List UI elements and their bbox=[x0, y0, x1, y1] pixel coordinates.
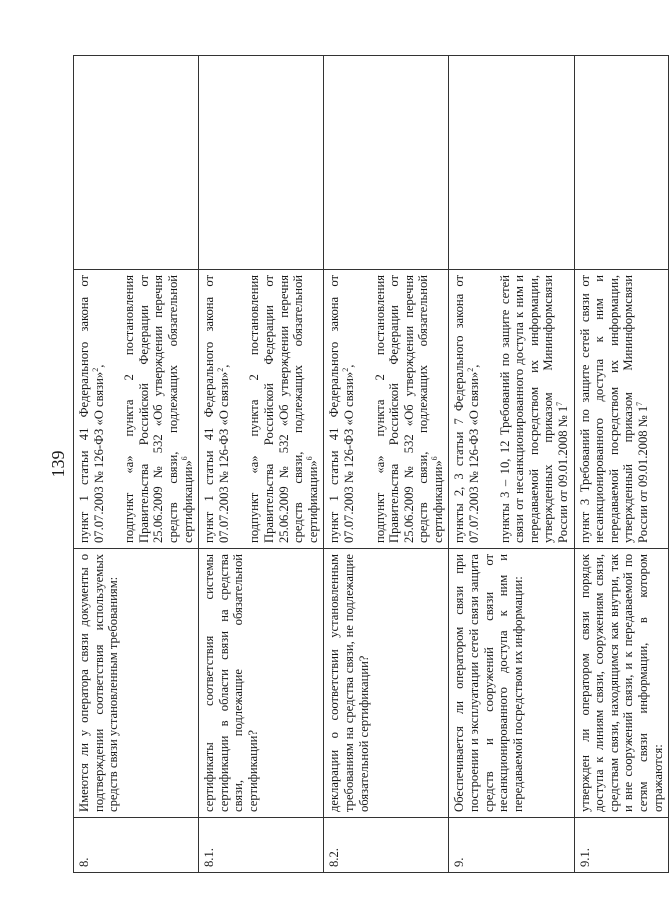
legal-reference bbox=[324, 270, 449, 549]
legal-reference-text: подпункт «а» пункта 2 постановления Правительства Российской Федерации от 25.06.2009 № 532 «Об утверждении перечня средств связи, подлежащих обязательной сертификации» bbox=[372, 275, 445, 543]
requirement-question: Обеспечивается ли оператором связи при построении и эксплуатации сетей связи защита средств и сооружений связи от несанкционированного доступа к ним и передаваемой посредством их информации: bbox=[449, 549, 574, 818]
empty-answer-cell bbox=[74, 56, 199, 270]
legal-reference-item: пункт 1 статьи 41 Федерального закона от 07.07.2003 № 126-ФЗ «О связи»$^2$, bbox=[327, 275, 356, 543]
footnote-marker: 7 bbox=[634, 401, 644, 406]
row-number: 9. bbox=[449, 818, 574, 873]
table-row bbox=[199, 56, 324, 873]
legal-reference-item: пункты 2, 3 статьи 7 Федерального закона от 07.07.2003 № 126-ФЗ «О связи»$^2$, bbox=[452, 275, 482, 543]
legal-reference bbox=[574, 270, 669, 549]
empty-answer-cell bbox=[449, 56, 574, 270]
legal-reference-text: подпункт «а» пункта 2 постановления Правительства Российской Федерации от 25.06.2009 № 532 «Об утверждении перечня средств связи, подлежащих обязательной сертификации» bbox=[247, 275, 320, 543]
legal-reference-text: пункт 1 статьи 41 Федерального закона от 07.07.2003 № 126-ФЗ «О связи» bbox=[77, 275, 106, 543]
footnote-marker: 2 bbox=[340, 367, 350, 372]
legal-reference-item: пункт 1 статьи 41 Федерального закона от 07.07.2003 № 126-ФЗ «О связи»$^2$, bbox=[202, 275, 231, 543]
legal-reference-item bbox=[122, 275, 195, 543]
table-row bbox=[324, 56, 449, 873]
requirement-question: Имеются ли у оператора связи документы о подтверждении соответствия используемых средств связи установленным требованиям: bbox=[74, 549, 199, 818]
row-number: 8. bbox=[74, 818, 199, 873]
legal-reference bbox=[449, 270, 574, 549]
rotated-page-body bbox=[73, 55, 665, 873]
footnote-marker: 6 bbox=[304, 456, 314, 461]
footnote-marker: 6 bbox=[429, 456, 439, 461]
legal-reference-item bbox=[498, 275, 571, 543]
empty-answer-cell bbox=[324, 56, 449, 270]
legal-reference-item bbox=[247, 275, 320, 543]
checklist-table-body bbox=[74, 56, 669, 873]
legal-reference-item bbox=[373, 275, 446, 543]
footnote-marker: 2 bbox=[90, 367, 100, 372]
legal-reference-item bbox=[578, 275, 651, 543]
checklist-table bbox=[73, 55, 669, 873]
table-row bbox=[74, 56, 199, 873]
table-row bbox=[574, 56, 669, 873]
empty-answer-cell bbox=[199, 56, 324, 270]
footnote-marker: 7 bbox=[554, 401, 564, 406]
legal-reference-text: пункты 2, 3 статьи 7 Федерального закона от 07.07.2003 № 126-ФЗ «О связи» bbox=[452, 275, 482, 543]
legal-reference-text: подпункт «а» пункта 2 постановления Правительства Российской Федерации от 25.06.2009 № 532 «Об утверждении перечня средств связи, подлежащих обязательной сертификации» bbox=[122, 275, 195, 543]
page-number: 139 bbox=[48, 450, 68, 478]
requirement-question: утвержден ли оператором связи порядок доступа к линиям связи, сооружениям связи, средствам связи, находящимся как внутри, так и вне сооружений связи, и к передаваемой по сетям связи информации, в котором отражаются: bbox=[574, 549, 669, 818]
legal-reference bbox=[199, 270, 324, 549]
row-number: 8.2. bbox=[324, 818, 449, 873]
requirement-question: декларации о соответствии установленным требованиям на средства связи, не подлежащие обязательной сертификации? bbox=[324, 549, 449, 818]
footnote-marker: 2 bbox=[465, 367, 475, 372]
legal-reference-text: пункт 1 статьи 41 Федерального закона от 07.07.2003 № 126-ФЗ «О связи» bbox=[327, 275, 356, 543]
empty-answer-cell bbox=[574, 56, 669, 270]
legal-reference bbox=[74, 270, 199, 549]
legal-reference-text: пункт 1 статьи 41 Федерального закона от 07.07.2003 № 126-ФЗ «О связи» bbox=[202, 275, 231, 543]
legal-reference-item: пункт 1 статьи 41 Федерального закона от 07.07.2003 № 126-ФЗ «О связи»$^2$, bbox=[77, 275, 106, 543]
row-number: 8.1. bbox=[199, 818, 324, 873]
footnote-marker: 2 bbox=[215, 367, 225, 372]
table-row bbox=[449, 56, 574, 873]
footnote-marker: 6 bbox=[179, 456, 189, 461]
requirement-question: сертификаты соответствия системы сертификации в области связи на средства связи, подлежащие обязательной сертификации? bbox=[199, 549, 324, 818]
legal-reference-text: пункт 3 Требований по защите сетей связи от несанкционированного доступа к ним и передаваемой посредством их информации, утвержденный приказом Мининформсвязи России от 09.01.2008 № 1 bbox=[577, 275, 650, 543]
legal-reference-text: пункты 3 – 10, 12 Требований по защите сетей связи от несанкционированного доступа к ним и передаваемой посредством их информации, утвержденных приказом Мининформсвязи России от 09.01.2008 № 1 bbox=[497, 275, 571, 543]
row-number: 9.1. bbox=[574, 818, 669, 873]
